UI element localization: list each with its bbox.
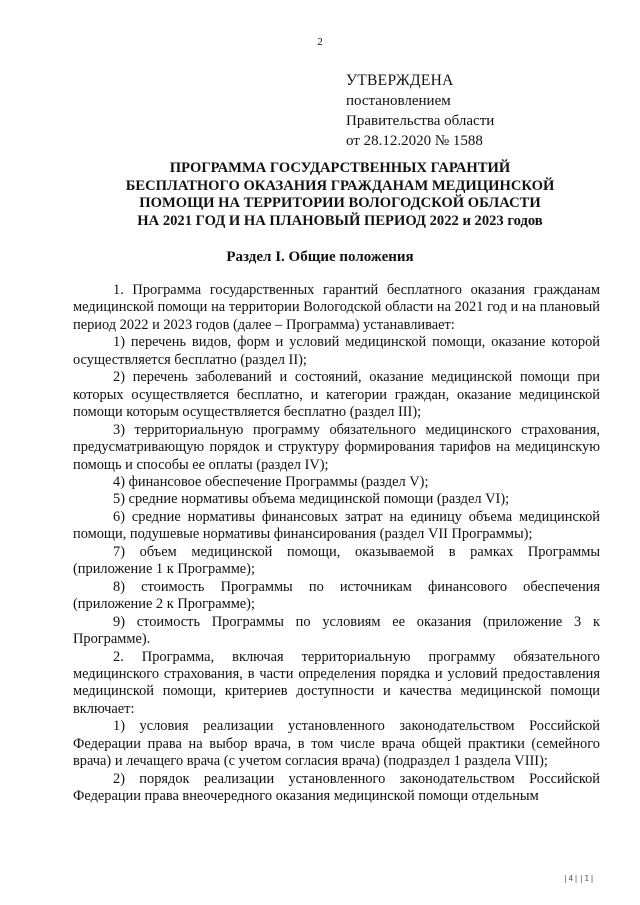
approval-line: Правительства области [346, 113, 495, 129]
paragraph: 8) стоимость Программы по источникам финансового обеспечения (приложение 2 к Программе); [73, 578, 600, 613]
approval-line: от 28.12.2020 № 1588 [346, 133, 483, 149]
paragraph: 3) территориальную программу обязательного медицинского страхования, предусматривающую порядок и структуру формирования тарифов на медицинскую помощь и способы ее оплаты (раздел IV); [73, 421, 600, 473]
approval-heading: УТВЕРЖДЕНА [346, 72, 454, 89]
section-heading: Раздел I. Общие положения [226, 249, 414, 265]
paragraph: 2) порядок реализации установленного законодательством Российской Федерации права внеочередного оказания медицинской помощи отдельным [73, 770, 600, 805]
footer-mark: |4||1| [563, 874, 595, 883]
document-title [60, 160, 620, 230]
paragraph: 2) перечень заболеваний и состояний, оказание медицинской помощи при которых осуществляется бесплатно, и категории граждан, оказание медицинской помощи которым осуществляется бесплатно (раздел III); [73, 369, 600, 421]
document-body [73, 282, 600, 806]
approval-stamp [346, 71, 494, 151]
paragraph: 9) стоимость Программы по условиям ее оказания (приложение 3 к Программе). [73, 613, 600, 648]
page-number: 2 [317, 36, 323, 48]
title-line: НА 2021 ГОД И НА ПЛАНОВЫЙ ПЕРИОД 2022 и 2023 годов [137, 212, 543, 229]
title-line: ПОМОЩИ НА ТЕРРИТОРИИ ВОЛОГОДСКОЙ ОБЛАСТИ [139, 195, 541, 211]
title-line: БЕСПЛАТНОГО ОКАЗАНИЯ ГРАЖДАНАМ МЕДИЦИНСКОЙ [125, 177, 555, 194]
paragraph: 2. Программа, включая территориальную программу обязательного медицинского страхования, в части определения порядка и условий предоставления медицинской помощи, критериев доступности и качества медицинской помощи включает: [73, 648, 600, 717]
paragraph: 1. Программа государственных гарантий бесплатного оказания гражданам медицинской помощи на территории Вологодской области на 2021 год и на плановый период 2022 и 2023 годов (далее – Программа) устанавливает: [73, 282, 600, 333]
title-line: ПРОГРАММА ГОСУДАРСТВЕННЫХ ГАРАНТИЙ [169, 160, 511, 176]
paragraph: 6) средние нормативы финансовых затрат на единицу объема медицинской помощи, подушевые нормативы финансирования (раздел VII Программы); [73, 508, 600, 543]
approval-line: постановлением [346, 93, 451, 109]
paragraph: 5) средние нормативы объема медицинской помощи (раздел VI); [113, 491, 510, 508]
paragraph: 1) условия реализации установленного законодательством Российской Федерации права на выбор врача, в том числе врача общей практики (семейного врача) и лечащего врача (с учетом согласия врача) (подраздел 1 раздела VIII); [73, 718, 600, 770]
paragraph: 4) финансовое обеспечение Программы (раздел V); [113, 473, 429, 490]
paragraph: 7) объем медицинской помощи, оказываемой в рамках Программы (приложение 1 к Программе); [73, 543, 600, 578]
paragraph: 1) перечень видов, форм и условий медицинской помощи, оказание которой осуществляется бесплатно (раздел II); [73, 334, 600, 368]
